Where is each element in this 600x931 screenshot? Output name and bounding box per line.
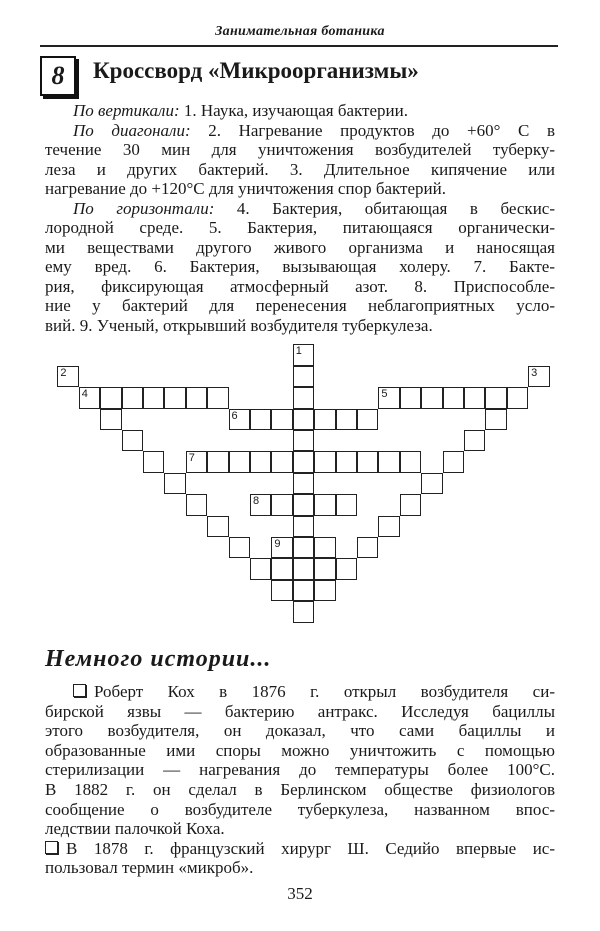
crossword-cell[interactable] (271, 409, 292, 430)
clue-text: течение 30 мин для уничтожения возбудителей туберку- (45, 140, 555, 159)
crossword-cell[interactable] (357, 451, 378, 472)
crossword-cell[interactable] (357, 537, 378, 558)
clue-number: 5 (381, 388, 388, 401)
clue-text: ние у бактерий для перенесения неблагоприятных усло- (45, 296, 555, 315)
history-text-line: ледствии палочкой Коха. (45, 819, 225, 839)
clue-number: 4 (81, 388, 88, 401)
clue-line (45, 140, 555, 160)
clue-line (45, 179, 555, 199)
crossword-cell[interactable] (443, 451, 464, 472)
crossword-cell[interactable] (122, 430, 143, 451)
crossword-cell[interactable] (271, 558, 292, 579)
task-title: Кроссворд «Микроорганизмы» (93, 58, 419, 83)
clue-number: 2 (60, 366, 67, 379)
crossword-cell[interactable] (186, 494, 207, 515)
crossword-cell[interactable] (229, 451, 250, 472)
crossword-cell[interactable] (378, 451, 399, 472)
crossword-cell[interactable] (293, 451, 314, 472)
history-line (45, 839, 555, 859)
crossword-cell[interactable] (271, 494, 292, 515)
history-line (73, 682, 555, 702)
crossword-cell[interactable] (293, 473, 314, 494)
clue-number: 3 (531, 366, 538, 379)
crossword-cell[interactable] (57, 366, 78, 387)
crossword-cell[interactable] (314, 494, 335, 515)
crossword-cell[interactable] (357, 409, 378, 430)
clue-text: рия, фиксирующая атмосферный азот. 8. Приспособле- (45, 276, 555, 296)
clue-direction-label: По вертикали: (73, 101, 180, 120)
crossword-cell[interactable] (485, 409, 506, 430)
crossword-cell[interactable] (207, 516, 228, 537)
history-line (45, 721, 555, 741)
clue-line (73, 199, 555, 219)
history-line (45, 800, 555, 820)
clue-line (45, 277, 555, 297)
crossword-cell[interactable] (293, 387, 314, 408)
crossword-cell[interactable] (378, 387, 399, 408)
clue-line (45, 238, 555, 258)
crossword-cell[interactable] (421, 473, 442, 494)
crossword-cell[interactable] (421, 387, 442, 408)
history-line (45, 741, 555, 761)
history-line (45, 819, 555, 839)
crossword-cell[interactable] (400, 451, 421, 472)
header-rule (40, 45, 558, 47)
clue-text: ми веществами другого живого организма и наносящая (45, 237, 555, 257)
crossword-cell[interactable] (143, 387, 164, 408)
crossword-cell[interactable] (186, 451, 207, 472)
history-text-line: Роберт Кох в 1876 г. открыл возбудителя си- (94, 682, 555, 701)
clue-text: 2. Нагревание продуктов до +60° С в (190, 120, 555, 140)
crossword-cell[interactable] (314, 558, 335, 579)
page-number: 352 (287, 884, 313, 903)
clue-direction-label: По горизонтали: (73, 198, 215, 218)
crossword-cell[interactable] (164, 387, 185, 408)
clue-text: лородной среде. 5. Бактерия, питающаяся органически- (45, 218, 555, 237)
history-text-line: стерилизации — нагревания до температуры более 100°С. (45, 760, 555, 780)
clue-number: 6 (231, 409, 238, 422)
clue-text: вий. 9. Ученый, открывший возбудителя туберкулеза. (45, 315, 433, 335)
crossword-cell[interactable] (122, 387, 143, 408)
clue-line (45, 160, 555, 180)
crossword-cell[interactable] (336, 409, 357, 430)
clue-number: 7 (188, 452, 195, 465)
crossword-cell[interactable] (207, 451, 228, 472)
crossword-cell[interactable] (400, 387, 421, 408)
crossword-cell[interactable] (164, 473, 185, 494)
clue-text: леза и других бактерий. 3. Длительное кипячение или (45, 159, 555, 179)
checkbox-bullet-icon (73, 684, 86, 697)
crossword-cell[interactable] (271, 580, 292, 601)
crossword-cell[interactable] (143, 451, 164, 472)
crossword-cell[interactable] (207, 387, 228, 408)
crossword-cell[interactable] (400, 494, 421, 515)
clue-number: 8 (252, 495, 260, 508)
clue-text: 1. Наука, изучающая бактерии. (179, 101, 408, 120)
clue-text: нагревание до +120°С для уничтожения спор бактерий. (45, 179, 446, 198)
crossword-cell[interactable] (443, 387, 464, 408)
history-line (45, 760, 555, 780)
history-line (45, 858, 555, 878)
crossword-cell[interactable] (507, 387, 528, 408)
history-text-line: В 1878 г. французский хирург Ш. Седийо впервые ис- (66, 838, 555, 858)
history-text-line: бирской язвы — бактерию антракс. Исследуя бациллы (45, 701, 555, 721)
crossword-cell[interactable] (250, 451, 271, 472)
crossword-cell[interactable] (336, 558, 357, 579)
crossword-cell[interactable] (186, 387, 207, 408)
crossword-cell[interactable] (293, 430, 314, 451)
crossword-cell[interactable] (250, 558, 271, 579)
clue-number: 1 (295, 345, 302, 358)
crossword-cell[interactable] (250, 494, 271, 515)
crossword-cell[interactable] (464, 387, 485, 408)
running-header: Занимательная ботаника (215, 24, 385, 39)
history-text-line: сообщение о возбудителе туберкулеза, названном впос- (45, 799, 555, 819)
crossword-cell[interactable] (293, 366, 314, 387)
crossword-cell[interactable] (293, 537, 314, 558)
crossword-cell[interactable] (485, 387, 506, 408)
crossword-cell[interactable] (293, 580, 314, 601)
history-line (45, 780, 555, 800)
history-text-line: образованные ими споры можно уничтожить с помощью (45, 740, 555, 760)
crossword-cell[interactable] (271, 451, 292, 472)
history-text-line: В 1882 г. он сделал в Берлинском обществе физиологов (45, 780, 555, 799)
history-heading: Немного истории... (45, 646, 272, 672)
clue-text: ему вред. 6. Бактерия, вызывающая холеру. 7. Бакте- (45, 257, 555, 276)
history-line (45, 702, 555, 722)
crossword-cell[interactable] (314, 409, 335, 430)
crossword-cell[interactable] (293, 516, 314, 537)
crossword-cell[interactable] (271, 537, 292, 558)
clue-line (73, 121, 555, 141)
crossword-cell[interactable] (464, 430, 485, 451)
crossword-cell[interactable] (79, 387, 100, 408)
clue-line (45, 316, 555, 336)
history-text-line: этого возбудителя, он доказал, что сами бациллы и (45, 721, 555, 741)
crossword-cell[interactable] (293, 558, 314, 579)
clue-line (45, 257, 555, 277)
clue-line (73, 101, 555, 121)
crossword-cell[interactable] (229, 409, 250, 430)
crossword-cell[interactable] (100, 387, 121, 408)
crossword-cell[interactable] (378, 516, 399, 537)
checkbox-bullet-icon (45, 841, 58, 854)
clue-line (45, 296, 555, 316)
crossword-cell[interactable] (293, 344, 314, 365)
crossword-cell[interactable] (336, 494, 357, 515)
clue-text: 4. Бактерия, обитающая в бескис- (214, 198, 555, 218)
clue-line (45, 218, 555, 238)
crossword-cell[interactable] (229, 537, 250, 558)
history-text-line: пользовал термин «микроб». (45, 858, 254, 878)
crossword-cell[interactable] (100, 409, 121, 430)
crossword-cell[interactable] (293, 494, 314, 515)
clue-direction-label: По диагонали: (73, 120, 191, 140)
crossword-cell[interactable] (528, 366, 549, 387)
crossword-cell[interactable] (314, 451, 335, 472)
crossword-cell[interactable] (293, 409, 314, 430)
crossword-cell[interactable] (336, 451, 357, 472)
clue-number: 9 (274, 537, 281, 550)
crossword-cell[interactable] (314, 537, 335, 558)
task-number-box: 8 (40, 56, 76, 96)
crossword-cell[interactable] (293, 601, 314, 622)
crossword-cell[interactable] (250, 409, 271, 430)
crossword-cell[interactable] (314, 580, 335, 601)
